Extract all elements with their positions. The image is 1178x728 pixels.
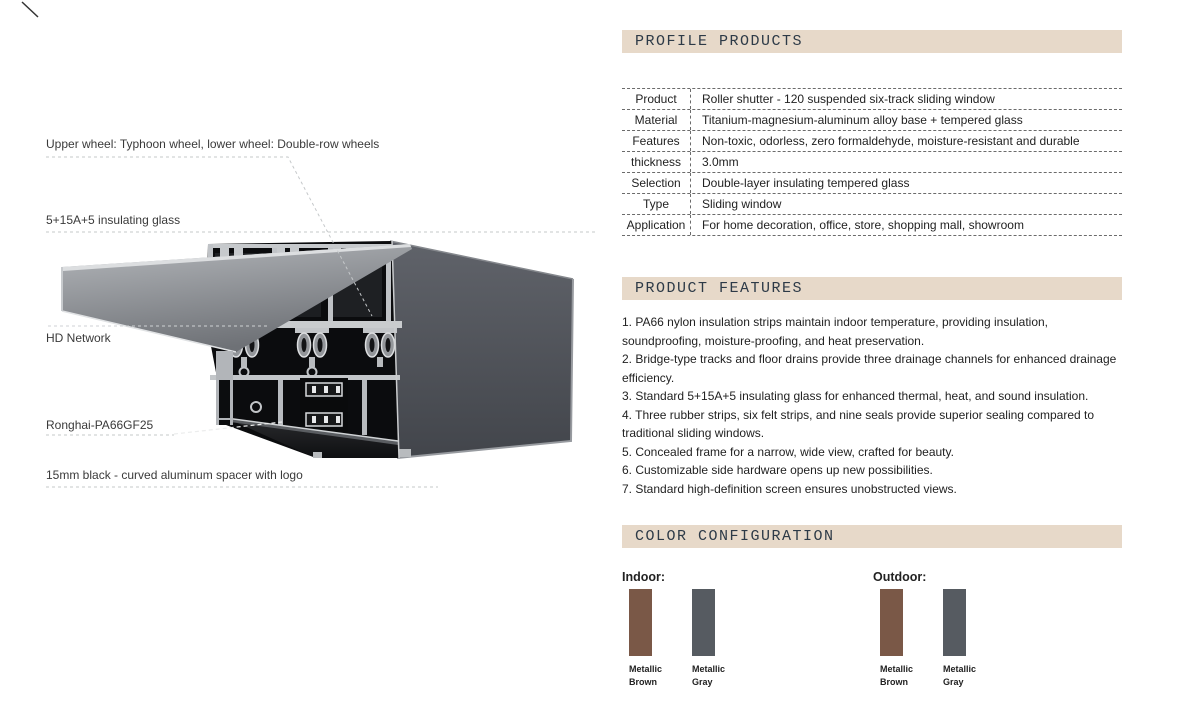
- feature-item: 4. Three rubber strips, six felt strips, and nine seals provide superior sealing compared to traditional sliding windows.: [622, 407, 1095, 440]
- product-features-list: [622, 313, 1127, 498]
- spec-label: Material: [622, 110, 691, 130]
- color-group-label: Indoor:: [622, 570, 666, 584]
- spec-label: Application: [622, 215, 691, 235]
- feature-item: 1. PA66 nylon insulation strips maintain indoor temperature, providing insulation, soundproofing, moisture-proofing, and heat preservation.: [622, 315, 1049, 348]
- spec-label: Type: [622, 194, 691, 214]
- spec-row: [622, 151, 1122, 172]
- swatch-metallic-gray: [943, 589, 966, 656]
- spec-row: [622, 88, 1122, 109]
- feature-item: 5. Concealed frame for a narrow, wide view, crafted for beauty.: [622, 444, 954, 459]
- spec-label: Selection: [622, 173, 691, 193]
- spec-value: Double-layer insulating tempered glass: [702, 176, 910, 190]
- swatch-column: [629, 589, 672, 689]
- feature-item: 3. Standard 5+15A+5 insulating glass for enhanced thermal, heat, and sound insulation.: [622, 389, 1089, 403]
- swatch-metallic-brown: [629, 589, 652, 656]
- spec-value: For home decoration, office, store, shopping mall, showroom: [702, 218, 1024, 232]
- spec-row: [622, 172, 1122, 193]
- swatch-column: [880, 589, 923, 689]
- spec-label: Product: [622, 89, 691, 109]
- spec-value: 3.0mm: [702, 155, 739, 169]
- section-header-product-features: PRODUCT FEATURES: [622, 277, 1122, 300]
- spec-label: Features: [622, 131, 691, 151]
- feature-item: 7. Standard high-definition screen ensures unobstructed views.: [622, 481, 957, 496]
- profile-diagram-canvas: [0, 0, 660, 520]
- callout-ronghai: Ronghai-PA66GF25: [46, 418, 154, 432]
- spec-row: [622, 193, 1122, 214]
- spec-value: Sliding window: [702, 197, 782, 211]
- corner-mark: [22, 2, 38, 17]
- swatch-column: [692, 589, 735, 689]
- swatch-name: Metallic Brown: [629, 664, 663, 688]
- spec-row: [622, 214, 1122, 235]
- feature-item: 2. Bridge-type tracks and floor drains provide three drainage channels for enhanced drainage efficiency.: [622, 352, 1117, 385]
- swatch-name: Metallic Gray: [943, 664, 977, 688]
- spec-table: [622, 88, 1122, 236]
- swatch-metallic-gray: [692, 589, 715, 656]
- color-group-indoor: [622, 570, 735, 689]
- spec-label: thickness: [622, 152, 691, 172]
- spec-row: [622, 109, 1122, 130]
- swatch-name: Metallic Gray: [692, 664, 726, 688]
- callout-upper-wheel: Upper wheel: Typhoon wheel, lower wheel: Double-row wheels: [46, 137, 380, 151]
- swatch-metallic-brown: [880, 589, 903, 656]
- swatch-name: Metallic Brown: [880, 664, 914, 688]
- feature-item: 6. Customizable side hardware opens up new possibilities.: [622, 463, 933, 477]
- spec-value: Non-toxic, odorless, zero formaldehyde, moisture-resistant and durable: [702, 134, 1080, 148]
- callout-insulating-glass: 5+15A+5 insulating glass: [46, 213, 181, 227]
- section-header-color-configuration: COLOR CONFIGURATION: [622, 525, 1122, 548]
- color-group-outdoor: [873, 570, 986, 689]
- section-header-profile-products: PROFILE PRODUCTS: [622, 30, 1122, 53]
- spec-row: [622, 130, 1122, 151]
- color-group-label: Outdoor:: [873, 570, 927, 584]
- callout-spacer: 15mm black - curved aluminum spacer with logo: [46, 468, 303, 482]
- swatch-column: [943, 589, 986, 689]
- spec-value: Roller shutter - 120 suspended six-track sliding window: [702, 92, 995, 106]
- spec-value: Titanium-magnesium-aluminum alloy base + tempered glass: [702, 113, 1023, 127]
- callout-hd-network: HD Network: [46, 331, 111, 345]
